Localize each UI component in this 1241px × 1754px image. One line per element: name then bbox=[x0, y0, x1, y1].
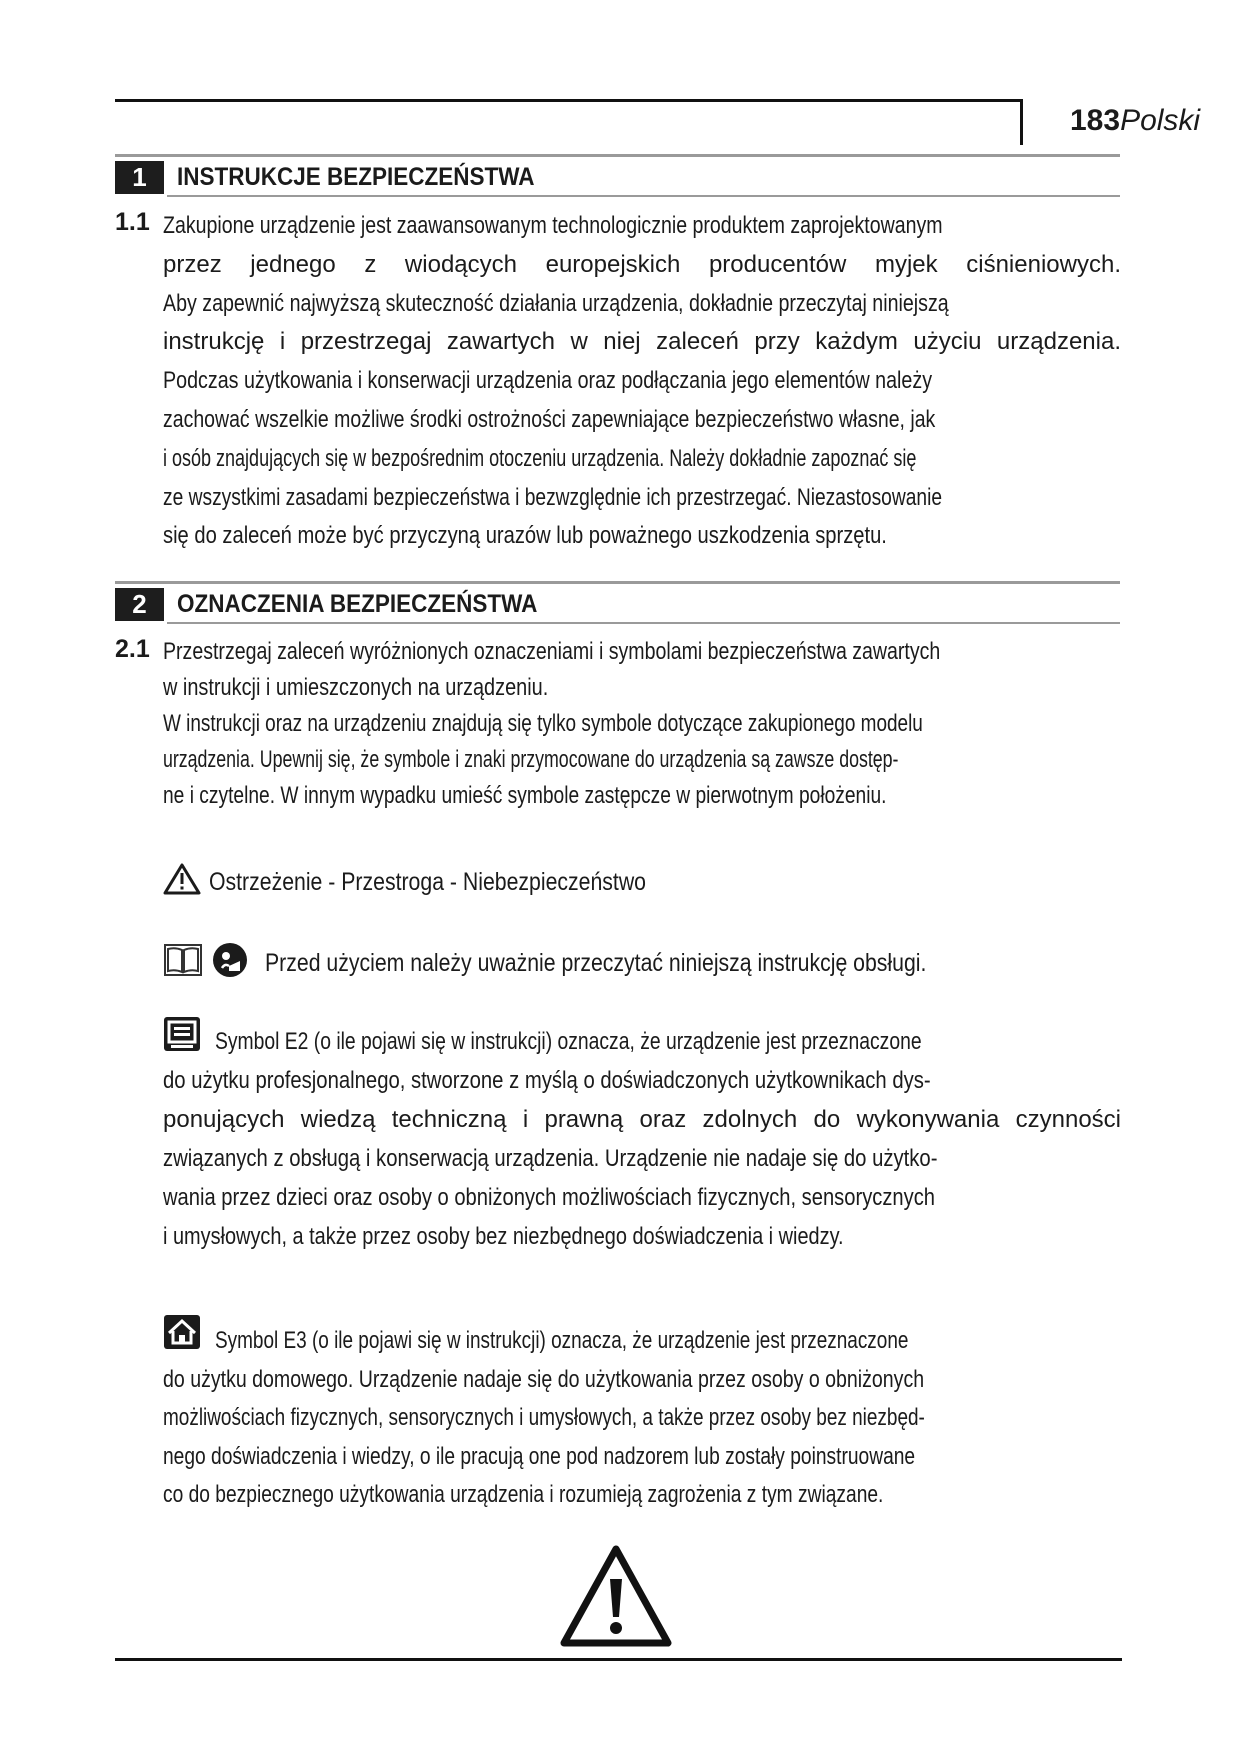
text-line: i umysłowych, a także przez osoby bez niezbędnego doświadczenia i wiedzy. bbox=[163, 1223, 844, 1250]
text-line: związanych z obsługą i konserwacją urządzenia. Urządzenie nie nadaje się do użytko- bbox=[163, 1145, 938, 1172]
text-line: Przestrzegaj zaleceń wyróżnionych oznaczeniami i symbolami bezpieczeństwa zawartych bbox=[163, 638, 941, 665]
warning-symbol-row bbox=[163, 862, 723, 903]
text-line: w instrukcji i umieszczonych na urządzeniu. bbox=[163, 674, 549, 701]
section-2-title: OZNACZENIA BEZPIECZEŃSTWA bbox=[177, 590, 538, 618]
open-book-icon bbox=[163, 943, 203, 984]
symbol-e3-text bbox=[163, 1322, 1121, 1515]
section-1-heading bbox=[115, 154, 1120, 197]
clause-1-1-number: 1.1 bbox=[115, 208, 150, 236]
footer-rule bbox=[115, 1658, 1122, 1661]
large-warning-triangle-icon bbox=[560, 1545, 672, 1652]
text-line: Aby zapewnić najwyższą skuteczność działania urządzenia, dokładnie przeczytaj niniejszą bbox=[163, 289, 949, 317]
section-2-heading bbox=[115, 581, 1120, 624]
manual-label: Przed użyciem należy uważnie przeczytać niniejszą instrukcję obsługi. bbox=[265, 949, 927, 977]
text-line: Symbol E2 (o ile pojawi się w instrukcji) oznacza, że urządzenie jest przeznaczone bbox=[215, 1028, 922, 1055]
warning-label: Ostrzeżenie - Przestroga - Niebezpieczeństwo bbox=[209, 868, 646, 896]
symbol-e2-text bbox=[163, 1022, 1121, 1256]
text-line: nego doświadczenia i wiedzy, o ile pracują one pod nadzorem lub zostały poinstruowane bbox=[163, 1442, 916, 1470]
text-line: przez jednego z wiodących europejskich producentów myjek ciśnieniowych. bbox=[163, 250, 1121, 278]
page-language: Polski bbox=[1120, 104, 1201, 137]
text-line: wania przez dzieci oraz osoby o obniżonych możliwościach fizycznych, sensorycznych bbox=[163, 1184, 936, 1211]
text-line: do użytku profesjonalnego, stworzone z myślą o doświadczonych użytkownikach dys- bbox=[163, 1067, 931, 1094]
text-line: do użytku domowego. Urządzenie nadaje się do użytkowania przez osoby o obniżonych bbox=[163, 1365, 925, 1393]
text-line: i osób znajdujących się w bezpośrednim otoczeniu urządzenia. Należy dokładnie zapoznać się bbox=[163, 444, 917, 472]
text-line: Symbol E3 (o ile pojawi się w instrukcji) oznacza, że urządzenie jest przeznaczone bbox=[215, 1327, 909, 1354]
text-line: instrukcję i przestrzegaj zawartych w niej zaleceń przy każdym użyciu urządzenia. bbox=[163, 328, 1121, 356]
text-line: urządzenia. Upewnij się, że symbole i znaki przymocowane do urządzenia są zawsze dostęp- bbox=[163, 746, 899, 773]
text-line: ze wszystkimi zasadami bezpieczeństwa i bezwzględnie ich przestrzegać. Niezastosowanie bbox=[163, 483, 943, 511]
text-line: Podczas użytkowania i konserwacji urządzenia oraz podłączania jego elementów należy bbox=[163, 367, 933, 395]
text-line: możliwościach fizycznych, sensorycznych i umysłowych, a także przez osoby bez niezbęd- bbox=[163, 1404, 925, 1432]
professional-use-icon bbox=[163, 1016, 201, 1064]
read-manual-icon bbox=[211, 941, 249, 986]
text-line: W instrukcji oraz na urządzeniu znajdują się tylko symbole dotyczące zakupionego modelu bbox=[163, 710, 923, 737]
household-use-icon bbox=[163, 1314, 201, 1363]
text-line: się do zaleceń może być przyczyną urazów lub poważnego uszkodzenia sprzętu. bbox=[163, 522, 887, 550]
page-number bbox=[1070, 104, 1200, 138]
header-rule-tick bbox=[1020, 99, 1023, 145]
header-rule bbox=[115, 99, 1023, 102]
text-line: Zakupione urządzenie jest zaawansowanym technologicznie produktem zaprojektowanym bbox=[163, 212, 943, 239]
text-line: co do bezpiecznego użytkowania urządzenia i rozumieją zagrożenia z tym związane. bbox=[163, 1481, 884, 1509]
text-line: ne i czytelne. W innym wypadku umieść symbole zastępcze w pierwotnym położeniu. bbox=[163, 782, 887, 809]
section-2-number: 2 bbox=[115, 588, 164, 621]
clause-2-1-number: 2.1 bbox=[115, 635, 150, 663]
section-1-title: INSTRUKCJE BEZPIECZEŃSTWA bbox=[177, 163, 535, 191]
text-line: zachować wszelkie możliwe środki ostrożności zapewniające bezpieczeństwo własne, jak bbox=[163, 405, 936, 433]
clause-1-1-text bbox=[163, 207, 1121, 556]
clause-2-1-text bbox=[163, 634, 1121, 814]
warning-triangle-icon bbox=[163, 862, 201, 903]
section-1-number: 1 bbox=[115, 161, 164, 194]
page-number-value: 183 bbox=[1070, 104, 1121, 137]
text-line: ponujących wiedzą techniczną i prawną oraz zdolnych do wykonywania czynności bbox=[163, 1106, 1121, 1133]
manual-symbol-row bbox=[163, 941, 1043, 986]
